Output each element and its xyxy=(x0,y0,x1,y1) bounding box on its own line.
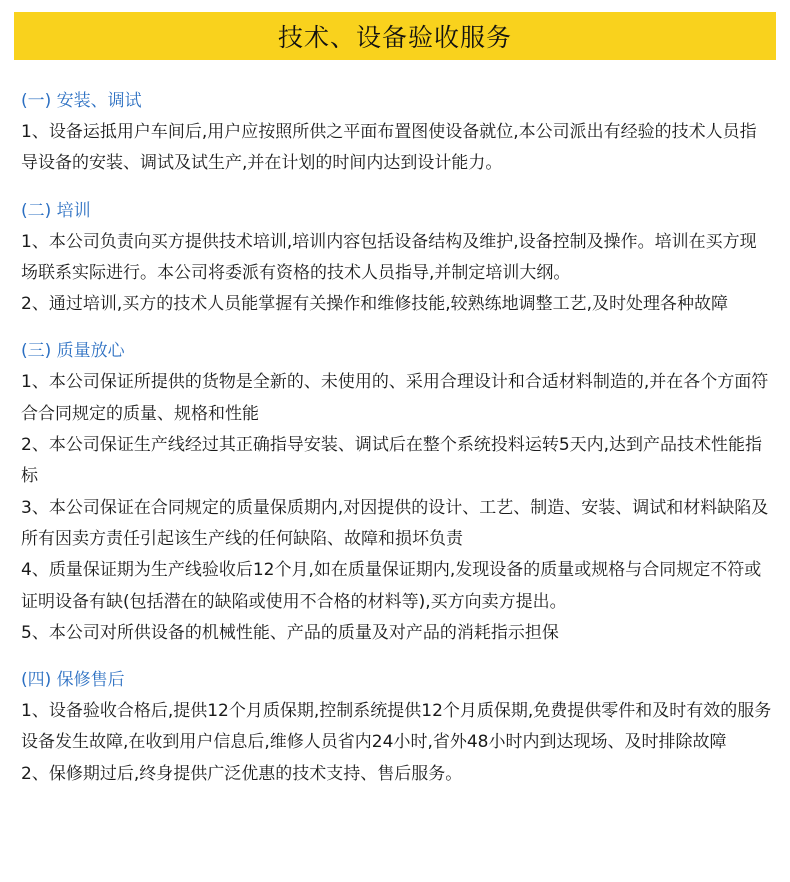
header-banner xyxy=(14,12,776,60)
section-after-sales xyxy=(21,665,773,790)
paragraph: 5、本公司对所供设备的机械性能、产品的质量及对产品的消耗指示担保 xyxy=(21,622,559,643)
section-installation xyxy=(21,86,773,180)
paragraph: 2、本公司保证生产线经过其正确指导安装、调试后在整个系统投料运转5天内,达到产品技术性能指标 xyxy=(21,435,763,487)
paragraph: 2、保修期过后,终身提供广泛优惠的技术支持、售后服务。 xyxy=(21,763,463,784)
paragraph: 1、设备运抵用户车间后,用户应按照所供之平面布置图使设备就位,本公司派出有经验的技术人员指导设备的安装、调试及试生产,并在计划的时间内达到设计能力。 xyxy=(21,122,757,174)
section-title: (三) 质量放心 xyxy=(21,341,125,362)
paragraph: 1、设备验收合格后,提供12个月质保期,控制系统提供12个月质保期,免费提供零件和及时有效的服务设备发生故障,在收到用户信息后,维修人员省内24小时,省外48小时内到达现场、及时排除故障 xyxy=(21,701,772,753)
section-title: (一) 安装、调试 xyxy=(21,91,142,111)
paragraph: 4、质量保证期为生产线验收后12个月,如在质量保证期内,发现设备的质量或规格与合同规定不符或证明设备有缺(包括潜在的缺陷或使用不合格的材料等),买方向卖方提出。 xyxy=(21,560,762,612)
document-body xyxy=(21,86,773,806)
paragraph: 1、本公司负责向买方提供技术培训,培训内容包括设备结构及维护,设备控制及操作。培训在买方现场联系实际进行。本公司将委派有资格的技术人员指导,并制定培训大纲。 xyxy=(21,231,757,283)
paragraph: 2、通过培训,买方的技术人员能掌握有关操作和维修技能,较熟练地调整工艺,及时处理各种故障 xyxy=(21,294,729,315)
section-title: (二) 培训 xyxy=(21,200,91,221)
page-title: 技术、设备验收服务 xyxy=(277,23,512,52)
section-training xyxy=(21,196,773,321)
section-title: (四) 保修售后 xyxy=(21,670,125,691)
paragraph: 3、本公司保证在合同规定的质量保质期内,对因提供的设计、工艺、制造、安装、调试和材料缺陷及所有因卖方责任引起该生产线的任何缺陷、故障和损坏负责 xyxy=(21,497,769,549)
section-quality xyxy=(21,336,773,649)
paragraph: 1、本公司保证所提供的货物是全新的、未使用的、采用合理设计和合适材料制造的,并在各个方面符合合同规定的质量、规格和性能 xyxy=(21,372,769,424)
